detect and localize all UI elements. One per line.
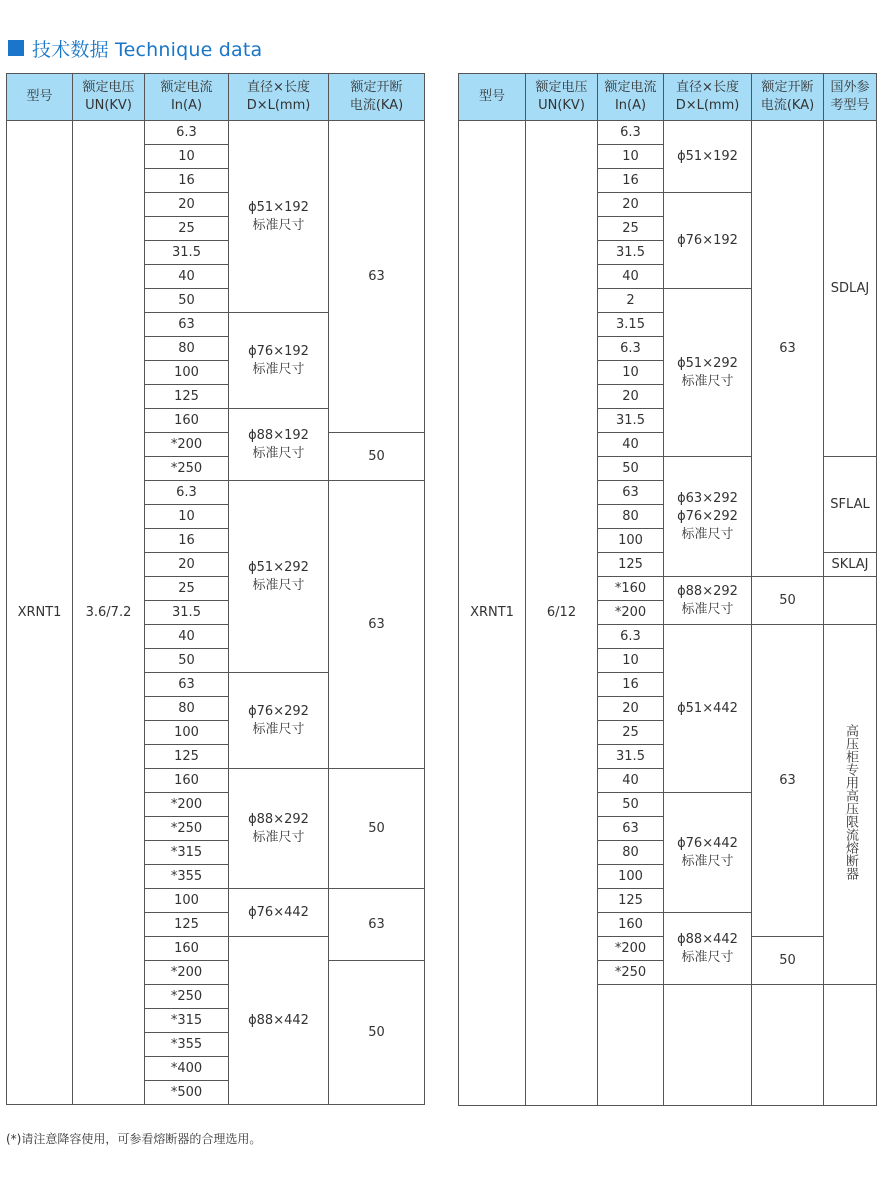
current-cell: *200 [598,937,664,961]
column-header: 额定开断 电流(KA) [329,74,425,121]
current-cell: 40 [598,265,664,289]
current-cell: 63 [598,817,664,841]
current-cell: 20 [598,385,664,409]
column-header: 型号 [7,74,73,121]
size-cell: ϕ51×192 标准尺寸 [229,121,329,313]
foreign-model-cell: SDLAJ [824,121,877,457]
current-cell: 10 [145,145,229,169]
size-cell: ϕ51×292 标准尺寸 [229,481,329,673]
current-cell: 63 [145,673,229,697]
current-cell: 20 [598,697,664,721]
breaking-current-cell: 50 [329,961,425,1105]
breaking-current-cell: 63 [752,625,824,937]
size-cell: ϕ88×292 标准尺寸 [229,769,329,889]
current-cell: *315 [145,1009,229,1033]
foreign-model-cell: SFLAL [824,457,877,553]
right-technique-table [458,73,877,1106]
current-cell: 20 [598,193,664,217]
footnote: (*)请注意降容使用，可参看熔断器的合理选用。 [6,1132,262,1146]
current-cell: 31.5 [145,601,229,625]
current-cell: 6.3 [598,337,664,361]
current-cell: 50 [145,649,229,673]
current-cell: 160 [598,913,664,937]
current-cell: 100 [145,889,229,913]
current-cell: *355 [145,865,229,889]
model-cell: XRNT1 [459,121,526,1106]
current-cell: *200 [598,601,664,625]
current-cell: 16 [145,529,229,553]
size-cell: ϕ63×292 ϕ76×292 标准尺寸 [664,457,752,577]
current-cell: 10 [598,145,664,169]
current-cell: *250 [145,817,229,841]
current-cell: 25 [145,217,229,241]
size-cell: ϕ76×192 [664,193,752,289]
current-cell: 50 [145,289,229,313]
size-cell: ϕ76×292 标准尺寸 [229,673,329,769]
current-cell: 31.5 [598,409,664,433]
current-cell: 6.3 [145,481,229,505]
foreign-model-cell [824,625,877,985]
current-cell: *160 [598,577,664,601]
current-cell: 125 [598,889,664,913]
blank-cell [824,985,877,1106]
column-header: 额定电压 UN(KV) [73,74,145,121]
model-cell: XRNT1 [7,121,73,1105]
current-cell: 160 [145,937,229,961]
current-cell: 80 [145,337,229,361]
blank-cell [664,985,752,1106]
current-cell: 125 [598,553,664,577]
size-cell: ϕ51×192 [664,121,752,193]
current-cell: 80 [598,841,664,865]
table-row [459,121,877,145]
current-cell: *250 [145,985,229,1009]
current-cell: 63 [598,481,664,505]
current-cell: *355 [145,1033,229,1057]
size-cell: ϕ51×292 标准尺寸 [664,289,752,457]
current-cell: 160 [145,769,229,793]
current-cell: 25 [145,577,229,601]
column-header: 国外参 考型号 [824,74,877,121]
current-cell: 100 [145,721,229,745]
current-cell: 40 [145,625,229,649]
current-cell: *500 [145,1081,229,1105]
current-cell: 2 [598,289,664,313]
current-cell: *200 [145,961,229,985]
current-cell: *250 [145,457,229,481]
current-cell: 100 [598,865,664,889]
breaking-current-cell: 50 [752,937,824,985]
current-cell: 6.3 [145,121,229,145]
blank-cell [598,985,664,1106]
foreign-model-cell [824,577,877,625]
current-cell: 16 [145,169,229,193]
column-header: 额定电压 UN(KV) [526,74,598,121]
current-cell: 40 [598,769,664,793]
current-cell: 10 [145,505,229,529]
column-header: 额定开断 电流(KA) [752,74,824,121]
section-title-text: 技术数据 Technique data [32,38,263,61]
current-cell: *315 [145,841,229,865]
size-cell: ϕ51×442 [664,625,752,793]
column-header: 额定电流 In(A) [598,74,664,121]
column-header: 直径×长度 D×L(mm) [664,74,752,121]
current-cell: 40 [598,433,664,457]
current-cell: *200 [145,433,229,457]
size-cell: ϕ76×192 标准尺寸 [229,313,329,409]
section-title [8,36,262,60]
current-cell: 125 [145,385,229,409]
current-cell: 31.5 [598,745,664,769]
current-cell: 125 [145,745,229,769]
current-cell: 100 [598,529,664,553]
breaking-current-cell: 63 [329,481,425,769]
current-cell: *200 [145,793,229,817]
size-cell: ϕ76×442 [229,889,329,937]
current-cell: 16 [598,169,664,193]
current-cell: 50 [598,793,664,817]
current-cell: 80 [145,697,229,721]
foreign-model-cell: SKLAJ [824,553,877,577]
size-cell: ϕ88×192 标准尺寸 [229,409,329,481]
breaking-current-cell: 63 [752,121,824,577]
size-cell: ϕ88×292 标准尺寸 [664,577,752,625]
current-cell: 6.3 [598,625,664,649]
current-cell: 125 [145,913,229,937]
current-cell: 25 [598,217,664,241]
current-cell: 40 [145,265,229,289]
voltage-cell: 3.6/7.2 [73,121,145,1105]
current-cell: 80 [598,505,664,529]
size-cell: ϕ88×442 标准尺寸 [664,913,752,985]
current-cell: *400 [145,1057,229,1081]
current-cell: 20 [145,553,229,577]
vertical-label: 高压柜专用高压限流熔断器 [843,723,858,880]
current-cell: 63 [145,313,229,337]
current-cell: 31.5 [145,241,229,265]
current-cell: 3.15 [598,313,664,337]
title-square-icon [8,40,24,56]
current-cell: 10 [598,361,664,385]
current-cell: 10 [598,649,664,673]
column-header: 直径×长度 D×L(mm) [229,74,329,121]
breaking-current-cell: 50 [329,433,425,481]
size-cell: ϕ88×442 [229,937,329,1105]
table-row [7,121,425,145]
column-header: 型号 [459,74,526,121]
voltage-cell: 6/12 [526,121,598,1106]
breaking-current-cell: 50 [752,577,824,625]
breaking-current-cell: 50 [329,769,425,889]
current-cell: 6.3 [598,121,664,145]
current-cell: 31.5 [598,241,664,265]
current-cell: 25 [598,721,664,745]
current-cell: 50 [598,457,664,481]
current-cell: 16 [598,673,664,697]
current-cell: 20 [145,193,229,217]
blank-cell [752,985,824,1106]
left-technique-table [6,73,425,1105]
size-cell: ϕ76×442 标准尺寸 [664,793,752,913]
current-cell: 160 [145,409,229,433]
column-header: 额定电流 In(A) [145,74,229,121]
breaking-current-cell: 63 [329,121,425,433]
current-cell: *250 [598,961,664,985]
breaking-current-cell: 63 [329,889,425,961]
current-cell: 100 [145,361,229,385]
